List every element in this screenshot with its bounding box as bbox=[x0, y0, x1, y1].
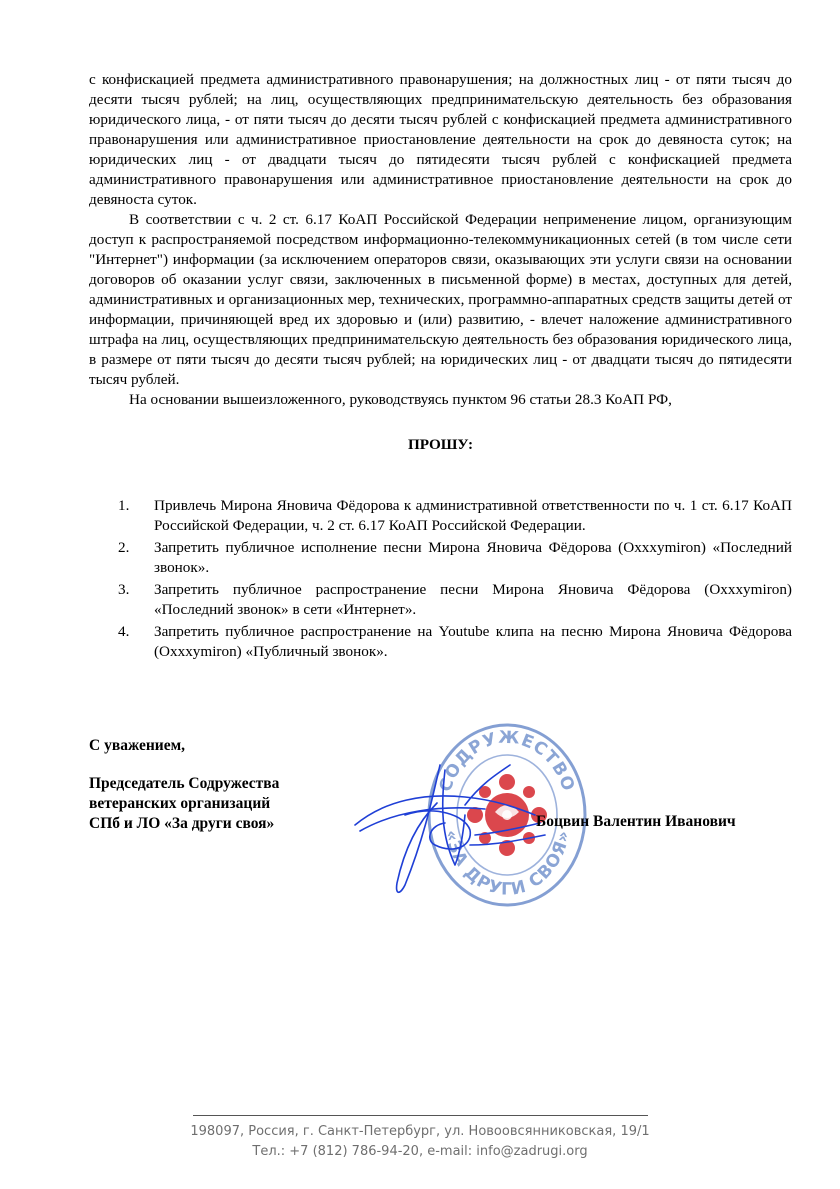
list-item-text: Запретить публичное исполнение песни Мирона Яновича Фёдорова (Oxxxymiron) «Последний звонок». bbox=[154, 539, 792, 576]
list-item bbox=[118, 580, 792, 620]
signer-name: Боцвин Валентин Иванович bbox=[536, 813, 736, 830]
request-list bbox=[118, 496, 792, 664]
footer bbox=[150, 1122, 690, 1162]
list-item-text: Привлечь Мирона Яновича Фёдорова к административной ответственности по ч. 1 ст. 6.17 КоАП Российской Федерации, ч. 2 ст. 6.17 КоАП Российской Федерации. bbox=[154, 497, 792, 534]
paragraph: На основании вышеизложенного, руководствуясь пунктом 96 статьи 28.3 КоАП РФ, bbox=[129, 391, 672, 408]
list-item bbox=[118, 538, 792, 578]
list-item-number: 3. bbox=[118, 581, 130, 598]
stamp-text-top: СОДРУЖЕСТВО bbox=[435, 727, 579, 795]
footer-address: 198097, Россия, г. Санкт-Петербург, ул. Новоовсянниковская, 19/1 bbox=[190, 1124, 650, 1139]
request-heading: ПРОШУ: bbox=[407, 436, 474, 453]
footer-divider bbox=[193, 1115, 648, 1116]
body-text bbox=[89, 70, 792, 410]
signer-title bbox=[89, 774, 349, 834]
list-item-number: 2. bbox=[118, 539, 130, 556]
list-item bbox=[118, 496, 792, 536]
list-item bbox=[118, 622, 792, 662]
signer-title-line: ветеранских организаций bbox=[89, 795, 271, 812]
list-item-number: 4. bbox=[118, 623, 130, 640]
list-item-text: Запретить публичное распространение песни Мирона Яновича Фёдорова (Oxxxymiron) «Последний звонок» в сети «Интернет». bbox=[154, 581, 792, 618]
closing-regards: С уважением, bbox=[89, 737, 186, 754]
paragraph: с конфискацией предмета административного правонарушения; на должностных лиц - от пяти тысяч до десяти тысяч рублей; на лиц, осуществляющих предпринимательскую деятельность без образования юридического лица, - от пяти тысяч до десяти тысяч рублей с конфискацией предмета административного правонарушения или административное приостановление деятельности на срок до девяноста суток; на юридических лиц - от двадцати тысяч до пятидесяти тысяч рублей с конфискацией предмета административного правонарушения или административное приостановление деятельности на срок до девяноста суток. bbox=[89, 71, 792, 208]
paragraph: В соответствии с ч. 2 ст. 6.17 КоАП Российской Федерации неприменение лицом, организующим доступ к распространяемой посредством информационно-телекоммуникационных сетей (в том числе сети "Интернет") информации (за исключением операторов связи, оказывающих эти услуги связи на основании договоров об оказании услуг связи, заключенных в письменной форме) в местах, доступных для детей, административных и организационных мер, технических, программно-аппаратных средств защиты детей от информации, причиняющей вред их здоровью и (или) развитию, - влечет наложение административного штрафа на лиц, осуществляющих предпринимательскую деятельность без образования юридического лица, в размере от пяти тысяч до десяти тысяч рублей; на юридических лиц - от двадцати тысяч до пятидесяти тысяч рублей. bbox=[89, 211, 792, 388]
stamp-text-bottom: «ЗА ДРУГИ СВОЯ» bbox=[440, 828, 575, 900]
signer-title-line: Председатель Содружества bbox=[89, 775, 280, 792]
list-item-number: 1. bbox=[118, 497, 130, 514]
handwritten-signature bbox=[345, 745, 555, 905]
list-item-text: Запретить публичное распространение на Youtube клипа на песню Мирона Яновича Фёдорова (Oxxxymiron) «Публичный звонок». bbox=[154, 623, 792, 660]
footer-contacts: Тел.: +7 (812) 786-94-20, e-mail: info@zadrugi.org bbox=[252, 1144, 588, 1159]
signer-title-line: СПб и ЛО «За други своя» bbox=[89, 815, 275, 832]
